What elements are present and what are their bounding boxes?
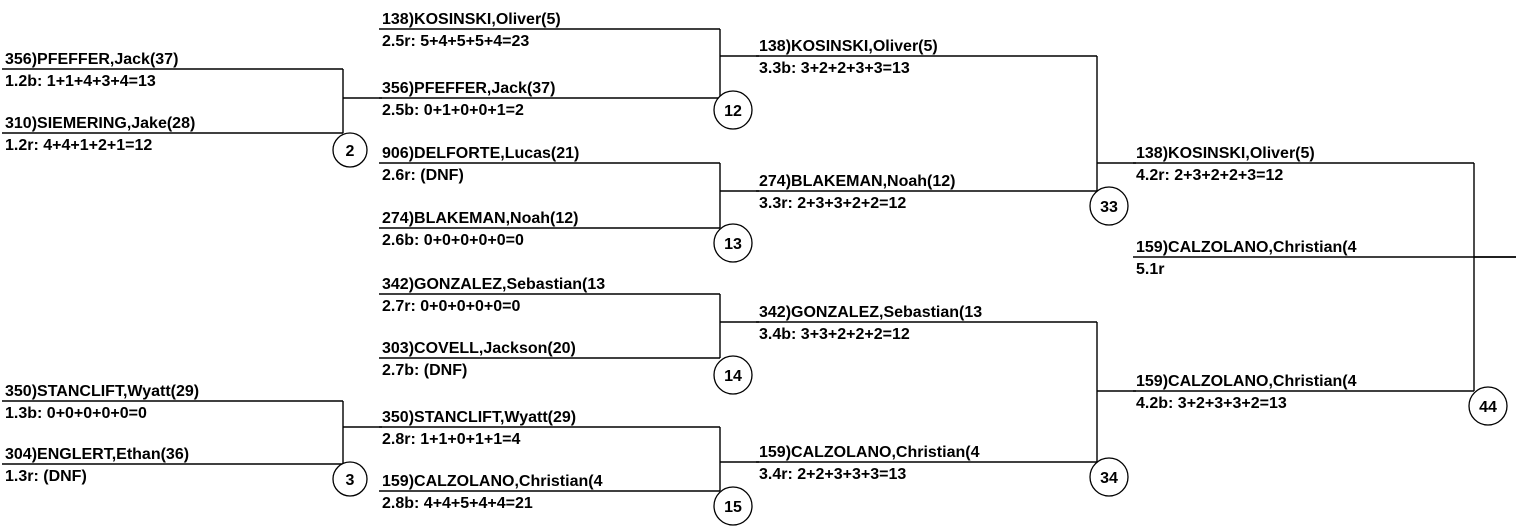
competitor-name: 342)GONZALEZ,Sebastian(13: [759, 304, 983, 321]
match-number: 34: [1100, 470, 1118, 487]
score-line: 3.3b: 3+2+2+3+3=13: [759, 60, 910, 77]
bracket-slot: [1133, 373, 1474, 412]
match-number-node: [714, 91, 752, 129]
match-number-node: [1469, 387, 1507, 425]
competitor-name: 274)BLAKEMAN,Noah(12): [759, 173, 956, 190]
match-number: 44: [1479, 399, 1497, 416]
bracket-slot: [379, 80, 720, 119]
score-line: 2.8b: 4+4+5+4+4=21: [382, 495, 533, 512]
competitor-name: 310)SIEMERING,Jake(28): [5, 115, 196, 132]
score-line: 2.7r: 0+0+0+0+0=0: [382, 298, 521, 315]
match-number-node: [333, 133, 367, 167]
score-line: 2.8r: 1+1+0+1+1=4: [382, 431, 521, 448]
score-line: 2.6b: 0+0+0+0+0=0: [382, 232, 524, 249]
bracket-slot: [2, 383, 343, 422]
competitor-name: 138)KOSINSKI,Oliver(5): [759, 38, 938, 55]
match-number: 33: [1100, 199, 1118, 216]
competitor-name: 303)COVELL,Jackson(20): [382, 340, 576, 357]
match-number-node: [714, 224, 752, 262]
competitor-name: 159)CALZOLANO,Christian(4: [382, 473, 603, 490]
competitor-name: 159)CALZOLANO,Christian(4: [1136, 373, 1357, 390]
match-number-node: [1090, 458, 1128, 496]
match-number: 14: [724, 368, 742, 385]
competitor-name: 159)CALZOLANO,Christian(4: [1136, 239, 1357, 256]
bracket-slot: [379, 473, 720, 512]
competitor-name: 356)PFEFFER,Jack(37): [5, 51, 179, 68]
competitor-name: 274)BLAKEMAN,Noah(12): [382, 210, 579, 227]
score-line: 1.3r: (DNF): [5, 468, 87, 485]
competitor-name: 159)CALZOLANO,Christian(4: [759, 444, 980, 461]
bracket-slot: [756, 444, 1097, 483]
score-line: 4.2b: 3+2+3+3+2=13: [1136, 395, 1287, 412]
match-number: 2: [345, 143, 355, 160]
bracket-slot: [379, 340, 720, 379]
score-line: 2.7b: (DNF): [382, 362, 468, 379]
score-line: 1.3b: 0+0+0+0+0=0: [5, 405, 147, 422]
bracket-slot: [379, 409, 720, 448]
bracket-slot: [2, 51, 343, 90]
match-number-node: [333, 462, 367, 496]
match-number: 3: [345, 472, 355, 489]
score-line: 3.4b: 3+3+2+2+2=12: [759, 326, 910, 343]
bracket-slot: [379, 210, 720, 249]
score-line: 2.5r: 5+4+5+5+4=23: [382, 33, 530, 50]
competitor-name: 138)KOSINSKI,Oliver(5): [382, 11, 561, 28]
bracket-slot: [756, 173, 1097, 212]
match-number-node: [714, 487, 752, 525]
match-number: 15: [724, 499, 742, 516]
score-line: 1.2r: 4+4+1+2+1=12: [5, 137, 153, 154]
match-number: 12: [724, 103, 742, 120]
competitor-name: 350)STANCLIFT,Wyatt(29): [5, 383, 200, 400]
competitor-name: 350)STANCLIFT,Wyatt(29): [382, 409, 577, 426]
competitor-name: 356)PFEFFER,Jack(37): [382, 80, 556, 97]
competitor-name: 906)DELFORTE,Lucas(21): [382, 145, 580, 162]
score-line: 2.5b: 0+1+0+0+1=2: [382, 102, 524, 119]
score-line: 5.1r: [1136, 261, 1165, 278]
bracket-slot: [2, 446, 343, 485]
score-line: 2.6r: (DNF): [382, 167, 464, 184]
match-number-node: [714, 356, 752, 394]
bracket-slot: [379, 11, 720, 50]
competitor-name: 304)ENGLERT,Ethan(36): [5, 446, 190, 463]
score-line: 1.2b: 1+1+4+3+4=13: [5, 73, 156, 90]
competitor-name: 342)GONZALEZ,Sebastian(13: [382, 276, 606, 293]
match-number-node: [1090, 187, 1128, 225]
bracket-slot: [1133, 145, 1474, 184]
bracket-slot: [1133, 239, 1516, 278]
bracket-slot: [379, 145, 720, 184]
bracket-slot: [756, 38, 1097, 77]
bracket-slot: [756, 304, 1097, 343]
competitor-name: 138)KOSINSKI,Oliver(5): [1136, 145, 1315, 162]
score-line: 4.2r: 2+3+2+2+3=12: [1136, 167, 1284, 184]
match-number: 13: [724, 236, 742, 253]
score-line: 3.4r: 2+2+3+3+3=13: [759, 466, 907, 483]
score-line: 3.3r: 2+3+3+2+2=12: [759, 195, 907, 212]
bracket-slot: [2, 115, 343, 154]
bracket-slot: [379, 276, 720, 315]
